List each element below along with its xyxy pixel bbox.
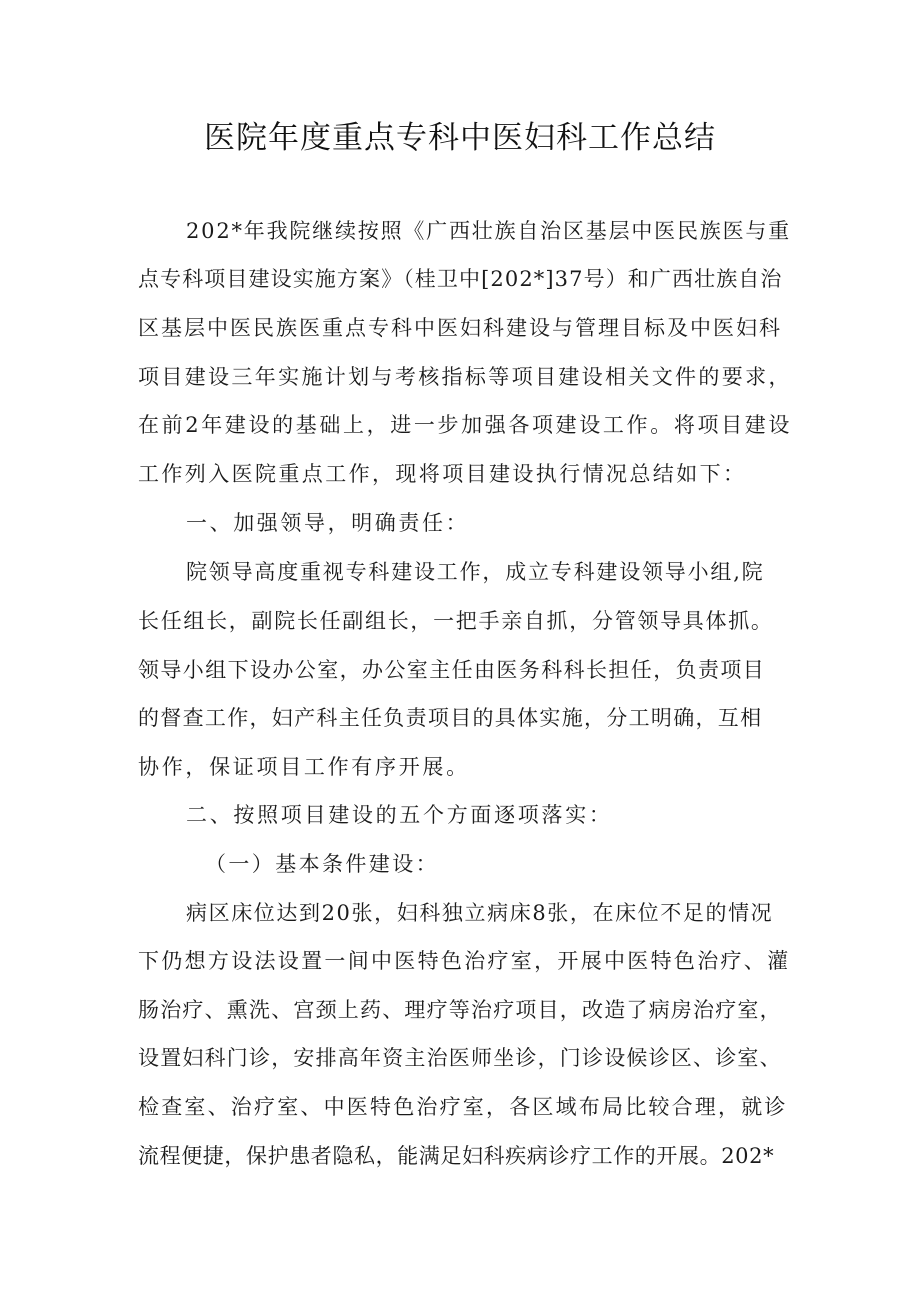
paragraph-line: 工作列入医院重点工作，现将项目建设执行情况总结如下： xyxy=(138,462,747,486)
paragraph-line: 院领导高度重视专科建设工作，成立专科建设领导小组,院 xyxy=(186,560,765,584)
paragraph-line: 点专科项目建设实施方案》（桂卫中[202*]37号）和广西壮族自治 xyxy=(138,267,783,291)
paragraph-line: 检查室、治疗室、中医特色治疗室，各区域布局比较合理，就诊 xyxy=(138,1095,788,1119)
paragraph-line: 协作，保证项目工作有序开展。 xyxy=(138,755,470,779)
paragraph-line: 病区床位达到20张，妇科独立病床8张，在床位不足的情况 xyxy=(186,901,774,925)
paragraph-line: 项目建设三年实施计划与考核指标等项目建设相关文件的要求， xyxy=(138,365,792,389)
paragraph-line: 下仍想方设法设置一间中医特色治疗室，开展中医特色治疗、灌 xyxy=(138,949,791,973)
section-heading: 一、加强领导，明确责任： xyxy=(186,511,470,535)
paragraph-line: 设置妇科门诊，安排高年资主治医师坐诊，门诊设候诊区、诊室、 xyxy=(138,1046,782,1070)
document-title: 医院年度重点专科中医妇科工作总结 xyxy=(204,120,716,156)
paragraph-line: 肠治疗、熏洗、宫颈上药、理疗等治疗项目，改造了病房治疗室， xyxy=(138,998,782,1022)
paragraph-line: 领导小组下设办公室，办公室主任由医务科科长担任，负责项目 xyxy=(138,658,766,682)
paragraph-line: 的督查工作，妇产科主任负责项目的具体实施，分工明确，互相 xyxy=(138,706,763,730)
section-heading: 二、按照项目建设的五个方面逐项落实： xyxy=(186,803,613,827)
paragraph-line: 202*年我院继续按照《广西壮族自治区基层中医民族医与重 xyxy=(186,219,791,243)
paragraph-line: 流程便捷，保护患者隐私，能满足妇科疾病诊疗工作的开展。202* xyxy=(138,1144,775,1168)
paragraph-line: 区基层中医民族医重点专科中医妇科建设与管理目标及中医妇科 xyxy=(138,316,782,340)
paragraph-line: 长任组长，副院长任副组长，一把手亲自抓，分管领导具体抓。 xyxy=(138,609,774,633)
subsection-heading: （一）基本条件建设： xyxy=(205,852,439,876)
paragraph-line: 在前2年建设的基础上，进一步加强各项建设工作。将项目建设 xyxy=(138,413,792,437)
